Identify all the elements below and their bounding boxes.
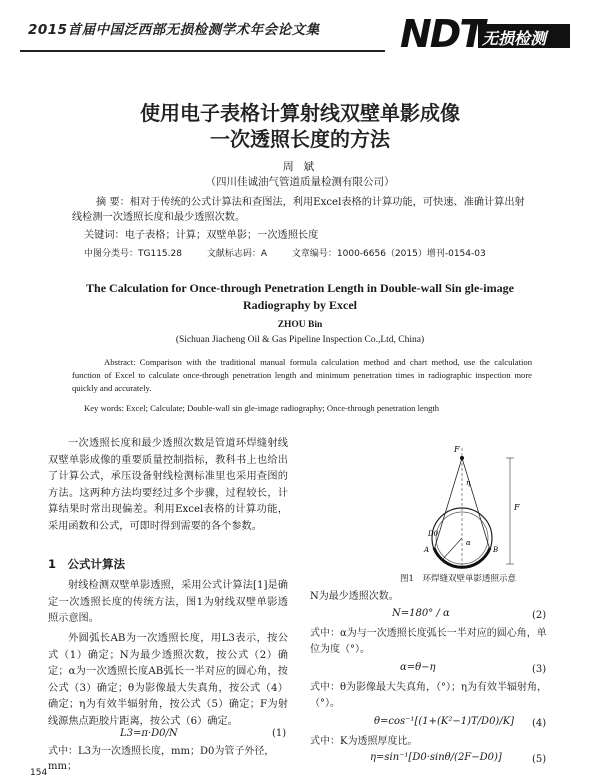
- right-paragraph-1: 式中：α为与一次透照长度弧长一半对应的圆心角，单位为度（°）。: [310, 628, 547, 655]
- right-line-1: N为最少透照次数。: [310, 591, 399, 602]
- figure-1-diagram: [370, 440, 540, 570]
- equation-4: θ=cos⁻¹[(1+(K²−1)T/D0)/K]: [374, 716, 515, 727]
- label-F: F: [454, 445, 460, 454]
- section-paragraph-1: 射线检测双壁单影透照，采用公式计算法[1]是确定一次透照长度的传统方法，图1为射线双壁单影透照示意图。: [48, 580, 288, 624]
- author-cn: 周 斌: [282, 160, 318, 173]
- logo-text: 无损检测: [482, 29, 547, 48]
- logo-ndt-letters: NDT: [400, 12, 484, 56]
- keywords-cn: 关键词：电子表格；计算；双壁单影；一次透照长度: [84, 230, 319, 241]
- ndt-logo: [400, 12, 580, 56]
- beam-edge-left: [434, 458, 462, 550]
- radius-line: [442, 538, 462, 560]
- document-code: 文献标志码：A: [206, 249, 268, 259]
- abstract-en: Abstract: Comparison with the traditional manual formula calculation method and chart method, use the calculation function of Excel to calculate once-through penetration length and minimum penetration times in radiographic inspection more quickly and accurately.: [72, 357, 532, 393]
- beam-edge-right: [462, 458, 490, 550]
- keywords-en: Key words: Excel; Calculate; Double-wall sin gle-image radiography; Once-through penetration length: [84, 403, 440, 413]
- section-heading: 1 公式计算法: [48, 557, 126, 571]
- label-A: A: [424, 546, 430, 554]
- clc-number: 中图分类号：TG115.28: [84, 249, 182, 259]
- equation-5-number: (5): [532, 754, 547, 765]
- title-cn-line2: 一次透照长度的方法: [210, 127, 390, 151]
- source-point: [460, 456, 464, 460]
- author-en: ZHOU Bin: [277, 320, 323, 330]
- intro-paragraph: 一次透照长度和最少透照次数是管道环焊缝射线双壁单影成像的重要质量控制指标，教科书上也给出了计算公式，承压设备射线检测标准里也采用查图的方法。这两种方法均要经过多个步骤，过程较长，计算结果时常出现偏差。利用Excel表格的计算功能，采用函数和公式，可即时得到需要的各个参数。: [48, 438, 288, 532]
- journal-header: 2015首届中国泛西部无损检测学术年会论文集: [28, 22, 320, 38]
- header-rule: [20, 50, 385, 52]
- right-paragraph-3: 式中：K为透照厚度比。: [310, 736, 418, 747]
- figure-caption: 图1 环焊缝双壁单影透照示意: [400, 574, 516, 584]
- title-en-line2: Radiography by Excel: [242, 298, 357, 312]
- classification-line: [84, 246, 554, 259]
- section-paragraph-2: 外圆弧长AB为一次透照长度，用L3表示，按公式（1）确定；N为最少透照次数，按公式（2）确定；α为一次透照长度AB弧长一半对应的圆心角，按公式（3）确定；θ为影像最大失真角，按公式（4）确定；η为有效半辐射角，按公式（5）确定；F为射线源焦点距胶片距离，按公式（6）确定。: [48, 633, 288, 727]
- equation-4-number: (4): [532, 718, 547, 729]
- page-number: 154: [30, 768, 48, 778]
- equation-2: N=180° / α: [392, 608, 450, 619]
- right-paragraph-2: 式中：θ为影像最大失真角，（°）；η为有效半辐射角，（°）。: [310, 682, 548, 709]
- equation-1: L3=π·D0/N: [120, 728, 178, 739]
- affiliation-en: (Sichuan Jiacheng Oil & Gas Pipeline Inspection Co.,Ltd, China): [175, 335, 425, 345]
- equation-3-number: (3): [532, 664, 547, 675]
- equation-2-number: (2): [532, 610, 547, 621]
- section-paragraph-3: 式中：L3为一次透照长度，mm；D0为管子外径，mm；: [48, 746, 275, 772]
- article-number: 文章编号：1000-6656（2015）增刊-0154-03: [291, 249, 486, 259]
- title-cn-line1: 使用电子表格计算射线双壁单影成像: [140, 101, 460, 125]
- equation-3: α=θ−η: [400, 662, 436, 673]
- label-D0: D0: [428, 530, 439, 538]
- abstract-cn: 摘 要：相对于传统的公式计算法和查图法，利用Excel表格的计算功能，可快速、准确计算出射线检测一次透照长度和最少透照次数。: [72, 197, 525, 223]
- equation-1-number: (1): [272, 728, 287, 739]
- label-eta: η: [466, 479, 471, 487]
- title-en-line1: The Calculation for Once-through Penetration Length in Double-wall Sin gle-image: [86, 281, 514, 295]
- label-alpha: α: [466, 539, 471, 547]
- equation-5: η=sin⁻¹[D0·sinθ/(2F−D0)]: [370, 752, 502, 763]
- label-F-dimension: F: [514, 503, 520, 512]
- affiliation-cn: （四川佳诚油气管道质量检测有限公司）: [205, 176, 395, 188]
- label-B: B: [493, 546, 499, 554]
